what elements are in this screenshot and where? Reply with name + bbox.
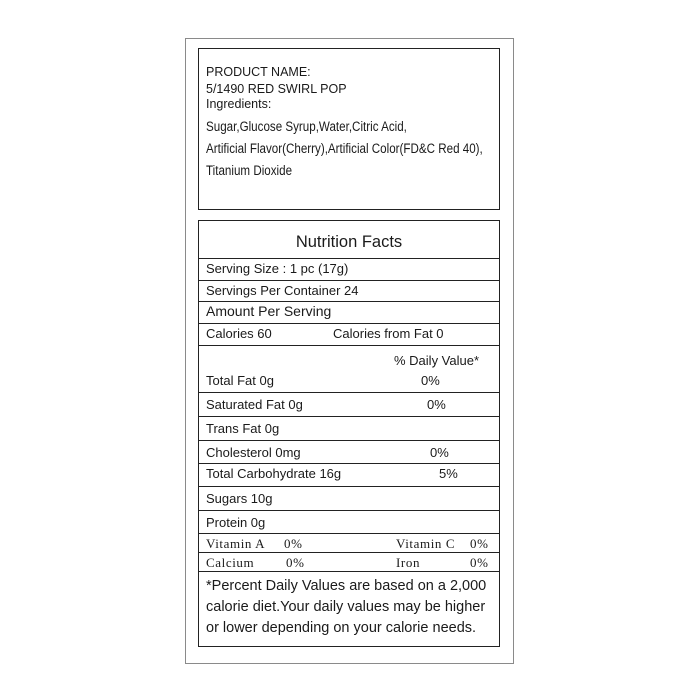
calories: Calories 60: [206, 326, 272, 341]
divider: [199, 440, 499, 441]
ingredients-line-3: Titanium Dioxide: [206, 163, 293, 178]
divider: [199, 510, 499, 511]
serving-size: Serving Size : 1 pc (17g): [206, 261, 349, 276]
divider: [199, 280, 499, 281]
divider: [199, 486, 499, 487]
divider: [199, 258, 499, 259]
vitamin-c-label: Vitamin C: [396, 536, 456, 551]
iron-value: 0%: [470, 555, 489, 570]
protein-label: Protein 0g: [206, 515, 266, 530]
total-carbohydrate-label: Total Carbohydrate 16g: [206, 466, 342, 481]
nutrition-facts-title: Nutrition Facts: [295, 233, 403, 251]
divider: [199, 571, 499, 572]
divider: [199, 301, 499, 302]
vitamin-a-value: 0%: [284, 536, 303, 551]
cholesterol-label: Cholesterol 0mg: [206, 445, 301, 460]
daily-value-footnote: *Percent Daily Values are based on a 2,000 calorie diet.Your daily values may be higher or lower depending on your calorie needs.: [206, 578, 487, 636]
divider: [199, 345, 499, 346]
ingredients-line-1: Sugar,Glucose Syrup,Water,Citric Acid,: [206, 119, 407, 134]
divider: [199, 463, 499, 464]
calories-from-fat: Calories from Fat 0: [333, 326, 444, 341]
divider: [199, 416, 499, 417]
vitamin-a-label: Vitamin A: [206, 536, 266, 551]
calcium-value: 0%: [286, 555, 305, 570]
saturated-fat-dv: 0%: [427, 397, 446, 412]
amount-per-serving: Amount Per Serving: [206, 303, 332, 319]
nutrition-facts-panel: [198, 220, 500, 647]
product-name-heading: PRODUCT NAME:: [206, 65, 311, 79]
calcium-label: Calcium: [206, 555, 255, 570]
daily-value-header: % Daily Value*: [394, 353, 480, 368]
total-carbohydrate-dv: 5%: [439, 466, 458, 481]
cholesterol-dv: 0%: [430, 445, 449, 460]
divider: [199, 392, 499, 393]
iron-label: Iron: [396, 555, 421, 570]
servings-per-container: Servings Per Container 24: [206, 283, 359, 298]
trans-fat-label: Trans Fat 0g: [206, 421, 280, 436]
product-info-box: [198, 48, 500, 210]
sugars-label: Sugars 10g: [206, 491, 273, 506]
divider: [199, 323, 499, 324]
total-fat-dv: 0%: [421, 373, 440, 388]
total-fat-label: Total Fat 0g: [206, 373, 274, 388]
ingredients-heading: Ingredients:: [206, 97, 272, 111]
vitamin-c-value: 0%: [470, 536, 489, 551]
product-name: 5/1490 RED SWIRL POP: [206, 82, 347, 96]
divider: [199, 533, 499, 534]
ingredients-line-2: Artificial Flavor(Cherry),Artificial Color(FD&C Red 40),: [206, 141, 483, 156]
saturated-fat-label: Saturated Fat 0g: [206, 397, 303, 412]
divider: [199, 552, 499, 553]
